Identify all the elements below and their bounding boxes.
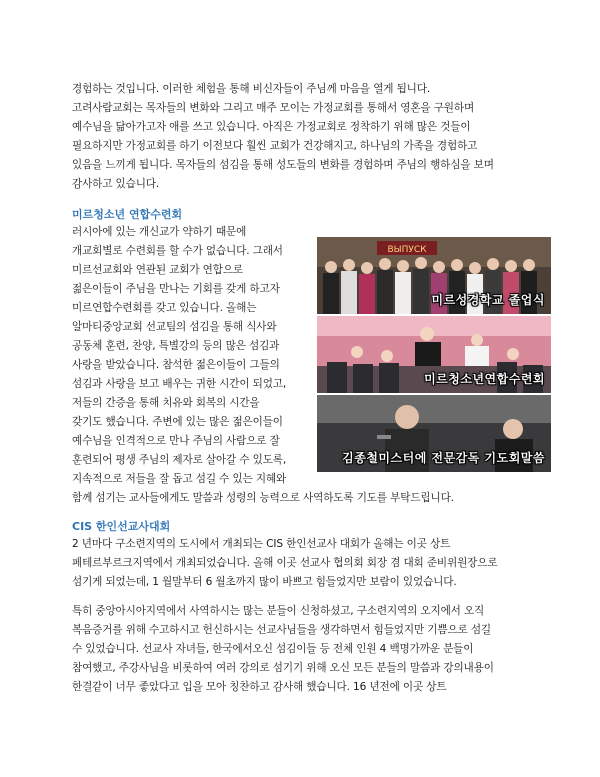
photo-caption: 미르청소년연합수련회 [424,372,545,386]
body-line: 알마티중앙교회 선교팀의 섬김을 통해 식사와 [72,321,277,333]
intro-line: 감사하고 있습니다. [72,178,160,190]
body-line: 공동체 훈련, 찬양, 특별강의 등의 많은 섬김과 [72,340,280,352]
body-line: 복음증거를 위해 수고하시고 헌신하시는 선교사님들을 생각하면서 힘들었지만 기쁨으로 섬길 [72,624,491,636]
intro-line: 경험하는 것입니다. 이러한 체험을 통해 비신자들이 주님께 마음을 열게 됩니다. [72,83,431,95]
intro-line: 있음을 느끼게 됩니다. 목자들의 섬김을 통해 성도들의 변화를 경험하며 주님의 행하심을 보며 [72,159,494,171]
section-heading-cis-conference: CIS 한인선교사대회 [72,520,171,533]
body-line: 갖기도 했습니다. 주변에 있는 많은 젊은이들이 [72,416,283,428]
intro-line: 필요하지만 가정교회를 하기 이전보다 훨씬 교회가 건강해지고, 하나님의 가족을 경험하고 [72,140,478,152]
body-line: 한결같이 너무 좋았다고 입을 모아 칭찬하고 감사해 했습니다. 16 년전에 이곳 상트 [72,681,447,693]
section-heading-youth-retreat: 미르청소년 연합수련회 [72,208,183,221]
body-line: 2 년마다 구소련지역의 도시에서 개최되는 CIS 한인선교사 대회가 올해는 이곳 상트 [72,538,451,550]
photo-caption: 김종철미스터에 전문감독 기도회말씀 [342,451,545,465]
body-line: 섬김과 사랑을 보고 배우는 귀한 시간이 되었고, [72,378,287,390]
intro-line: 예수님을 닮아가고자 애를 쓰고 있습니다. 아직은 가정교회로 정착하기 위해 많은 것들이 [72,121,471,133]
photo-collage [317,237,551,474]
body-line: 지속적으로 저들을 잘 돕고 섬길 수 있는 지혜와 [72,473,287,485]
photo-prayer-meeting [317,395,551,472]
intro-line: 고려사람교회는 목자들의 변화와 그리고 매주 모이는 가정교회를 통해서 영혼을 구원하며 [72,102,475,114]
body-line: 미르선교회와 연관된 교회가 연합으로 [72,264,243,276]
body-line: 예수님을 인격적으로 만나 주님의 사람으로 잘 [72,435,280,447]
body-line: 젊은이들이 주님을 만나는 기회를 갖게 하고자 [72,283,280,295]
body-line: 섬기게 되었는데, 1 월말부터 6 월초까지 많이 바쁘고 힘들었지만 보람이 있었습니다. [72,576,457,588]
photo-youth-retreat [317,316,551,393]
body-line: 수 있었습니다. 선교사 자녀들, 한국에서오신 섬김이들 등 전체 인원 4 백명가까운 분들이 [72,643,474,655]
body-line: 함께 섬기는 교사들에게도 말씀과 성령의 능력으로 사역하도록 기도를 부탁드립니다. [72,492,454,504]
body-line: 특히 중앙아시아지역에서 사역하시는 많는 분들이 신청하셨고, 구소련지역의 오지에서 오직 [72,605,485,617]
body-line: 개교회별로 수련회를 할 수가 없습니다. 그래서 [72,245,283,257]
body-line: 페테르부르크지역에서 개최되었습니다. 올해 이곳 선교사 협의회 회장 겸 대회 준비위원장으로 [72,557,498,569]
photo-graduation [317,237,551,314]
photo-caption: 미르성경학교 졸업식 [431,293,545,307]
body-line: 사랑을 받았습니다. 참석한 젊은이들이 그들의 [72,359,280,371]
body-line: 참여했고, 주강사님을 비롯하여 여러 강의로 섬기기 위해 오신 모든 분들의 말씀과 강의내용이 [72,662,494,674]
body-line: 저들의 간증을 통해 치유와 회복의 시간을 [72,397,260,409]
body-line: 미르연합수련회를 갖고 있습니다. 올해는 [72,302,257,314]
banner-text: ВЫПУСК [387,245,427,255]
body-line: 러시아에 있는 개신교가 약하기 때문에 [72,226,247,238]
body-line: 훈련되어 평생 주님의 제자로 살아갈 수 있도록, [72,454,287,466]
